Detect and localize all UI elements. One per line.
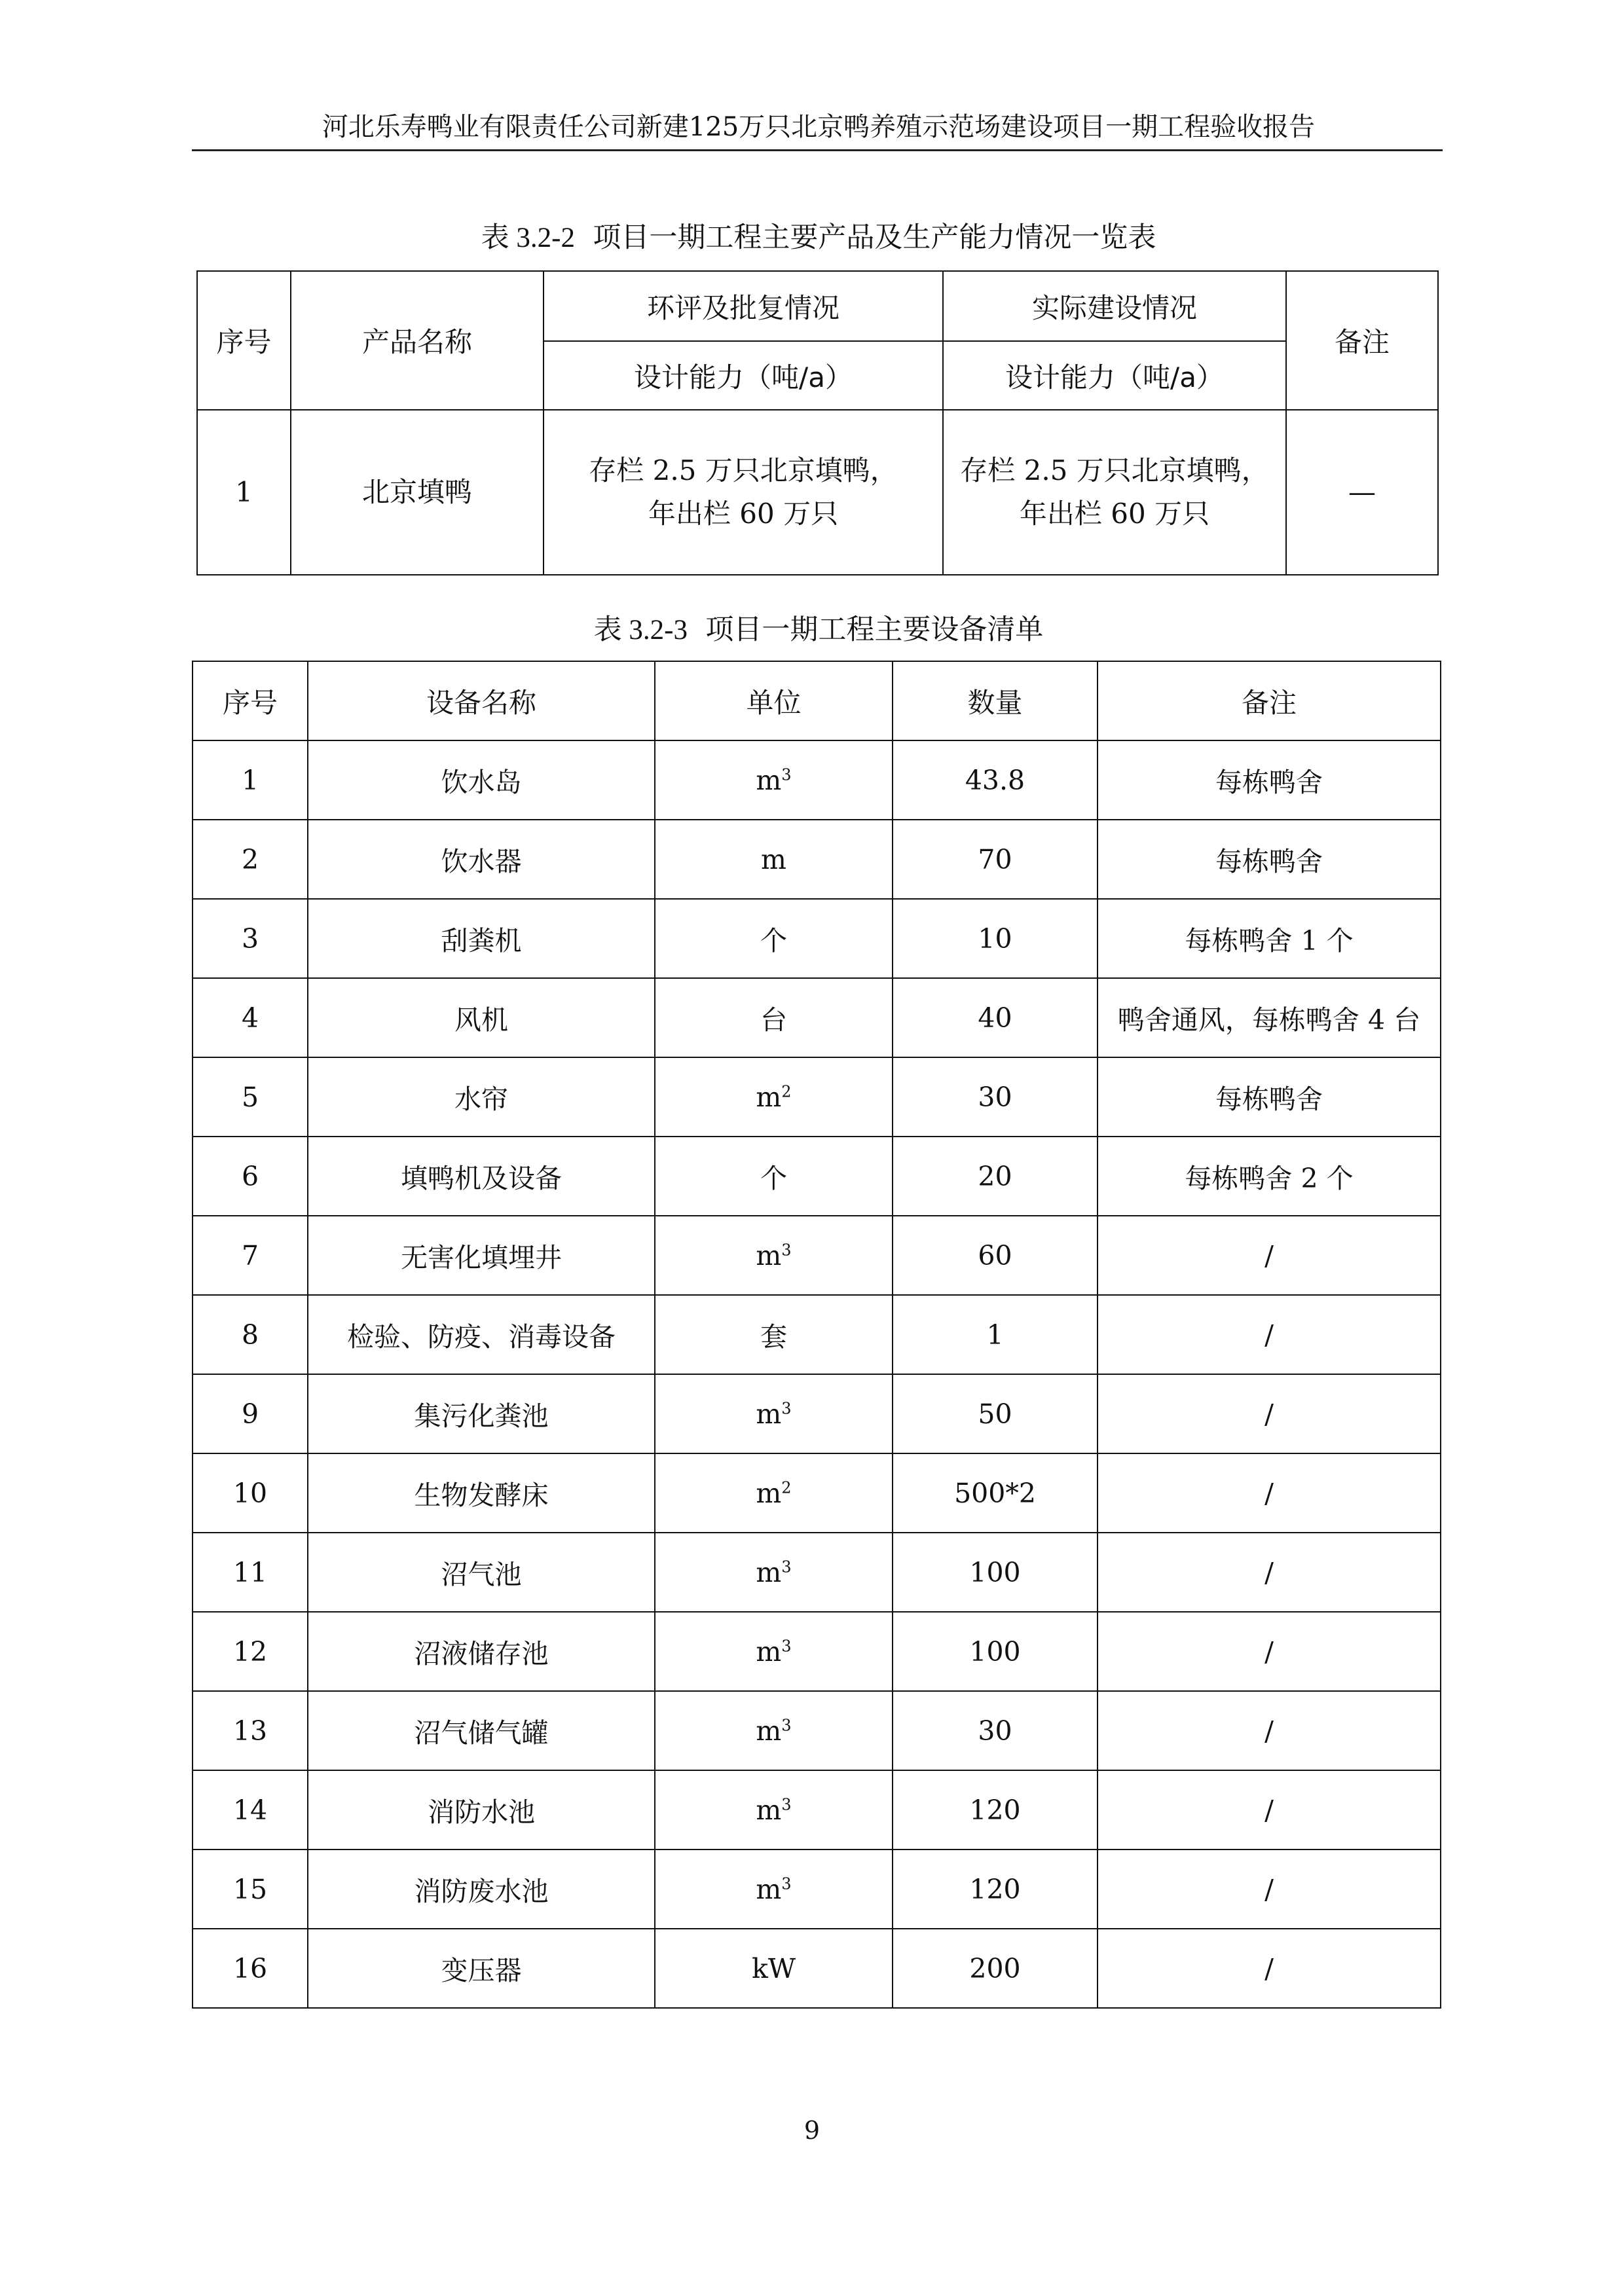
equipment-unit-text: m (756, 1873, 782, 1905)
equipment-unit-cell (655, 1216, 893, 1295)
equipment-unit-cell (655, 1137, 893, 1216)
equipment-unit-exponent: 3 (781, 1636, 792, 1655)
equipment-unit-text: m (756, 1715, 782, 1747)
equipment-remark-cell: 每栋鸭舍 1 个 (1098, 899, 1441, 978)
equipment-unit-exponent: 3 (781, 1557, 792, 1576)
table1-header-actual: 实际建设情况 (943, 271, 1286, 341)
equipment-name-cell: 沼气储气罐 (308, 1691, 655, 1770)
equipment-seq-cell: 2 (193, 820, 308, 899)
equipment-unit-cell (655, 1850, 893, 1929)
equipment-name-cell: 饮水岛 (308, 740, 655, 820)
equipment-unit-exponent: 3 (781, 765, 792, 784)
equipment-qty-cell: 50 (893, 1374, 1098, 1453)
equipment-unit-cell (655, 1770, 893, 1850)
equipment-unit-text: kW (752, 1952, 796, 1984)
page-number: 9 (803, 2116, 821, 2145)
table-row (193, 1137, 1441, 1216)
equipment-name-cell: 无害化填埋井 (308, 1216, 655, 1295)
table-row (193, 1374, 1441, 1453)
equipment-unit-text: m (756, 1398, 782, 1430)
equipment-remark-cell: / (1098, 1612, 1441, 1691)
equipment-qty-cell: 60 (893, 1216, 1098, 1295)
equipment-unit-cell (655, 1612, 893, 1691)
table-row (193, 978, 1441, 1057)
equipment-unit-cell (655, 1453, 893, 1533)
equipment-qty-cell: 100 (893, 1612, 1098, 1691)
equipment-seq-cell: 7 (193, 1216, 308, 1295)
equipment-seq-cell: 5 (193, 1057, 308, 1137)
table-row (193, 1691, 1441, 1770)
table1-header-eia: 环评及批复情况 (544, 271, 943, 341)
equipment-seq-cell: 1 (193, 740, 308, 820)
equipment-qty-cell: 10 (893, 899, 1098, 978)
equipment-name-cell: 刮粪机 (308, 899, 655, 978)
table1-subheader-actual: 设计能力（吨/a） (943, 341, 1286, 410)
page-header: 河北乐寿鸭业有限责任公司新建125万只北京鸭养殖示范场建设项目一期工程验收报告 (322, 112, 1316, 142)
equipment-seq-cell: 10 (193, 1453, 308, 1533)
equipment-seq-cell: 9 (193, 1374, 308, 1453)
table-row (193, 1057, 1441, 1137)
equipment-remark-cell: 每栋鸭舍 2 个 (1098, 1137, 1441, 1216)
equipment-unit-exponent: 3 (781, 1240, 792, 1259)
equipment-name-cell: 消防水池 (308, 1770, 655, 1850)
equipment-qty-cell: 30 (893, 1057, 1098, 1137)
equipment-remark-cell: / (1098, 1533, 1441, 1612)
equipment-remark-cell: 鸭舍通风，每栋鸭舍 4 台 (1098, 978, 1441, 1057)
equipment-seq-cell: 8 (193, 1295, 308, 1374)
table2-header-remark: 备注 (1098, 661, 1441, 740)
equipment-remark-cell: / (1098, 1770, 1441, 1850)
table1-caption (196, 219, 1441, 257)
equipment-unit-exponent: 3 (781, 1795, 792, 1813)
equipment-qty-cell: 43.8 (893, 740, 1098, 820)
table1-cell-actual-line1: 存栏 2.5 万只北京填鸭， (960, 454, 1269, 486)
equipment-unit-text: 套 (760, 1321, 787, 1353)
equipment-unit-text: m (756, 1239, 782, 1271)
equipment-remark-cell: / (1098, 1929, 1441, 2008)
equipment-seq-cell: 12 (193, 1612, 308, 1691)
table1-cell-product: 北京填鸭 (291, 410, 544, 575)
equipment-unit-text: 台 (760, 1004, 787, 1036)
table1-header-seq: 序号 (197, 271, 291, 410)
equipment-remark-cell: / (1098, 1850, 1441, 1929)
equipment-unit-cell (655, 978, 893, 1057)
equipment-table-body (193, 740, 1441, 2008)
equipment-qty-cell: 1 (893, 1295, 1098, 1374)
table-row (193, 1612, 1441, 1691)
equipment-name-cell: 风机 (308, 978, 655, 1057)
table-row (193, 1216, 1441, 1295)
equipment-name-cell: 生物发酵床 (308, 1453, 655, 1533)
equipment-unit-cell (655, 820, 893, 899)
equipment-unit-exponent: 3 (781, 1715, 792, 1734)
equipment-seq-cell: 3 (193, 899, 308, 978)
equipment-name-cell: 填鸭机及设备 (308, 1137, 655, 1216)
equipment-remark-cell: / (1098, 1295, 1441, 1374)
equipment-name-cell: 变压器 (308, 1929, 655, 2008)
equipment-unit-cell (655, 1929, 893, 2008)
equipment-name-cell: 消防废水池 (308, 1850, 655, 1929)
table2-header-name: 设备名称 (308, 661, 655, 740)
equipment-name-cell: 水帘 (308, 1057, 655, 1137)
equipment-qty-cell: 70 (893, 820, 1098, 899)
equipment-qty-cell: 200 (893, 1929, 1098, 2008)
table2-caption-title: 项目一期工程主要设备清单 (705, 613, 1044, 646)
table2-header-unit: 单位 (655, 661, 893, 740)
equipment-seq-cell: 15 (193, 1850, 308, 1929)
product-capacity-table (196, 270, 1439, 575)
table-row (193, 740, 1441, 820)
equipment-unit-text: m (756, 1794, 782, 1826)
table-row (193, 1850, 1441, 1929)
equipment-unit-cell (655, 899, 893, 978)
table1-cell-seq: 1 (197, 410, 291, 575)
table1-header-remark: 备注 (1286, 271, 1438, 410)
equipment-unit-cell (655, 1533, 893, 1612)
equipment-name-cell: 饮水器 (308, 820, 655, 899)
equipment-name-cell: 沼液储存池 (308, 1612, 655, 1691)
table2-header-qty: 数量 (893, 661, 1098, 740)
table-row (193, 1295, 1441, 1374)
equipment-unit-cell (655, 1691, 893, 1770)
table-row (197, 410, 1438, 575)
header-rule (192, 149, 1443, 151)
table1-cell-eia-line1: 存栏 2.5 万只北京填鸭， (589, 454, 898, 486)
equipment-unit-text: m (761, 843, 786, 875)
equipment-unit-text: m (756, 764, 782, 796)
equipment-seq-cell: 14 (193, 1770, 308, 1850)
table1-subheader-eia: 设计能力（吨/a） (544, 341, 943, 410)
table1-cell-eia (544, 410, 943, 575)
equipment-qty-cell: 120 (893, 1770, 1098, 1850)
equipment-table (192, 661, 1441, 2009)
table-row (193, 820, 1441, 899)
table2-caption (196, 611, 1441, 649)
equipment-unit-exponent: 3 (781, 1398, 792, 1417)
table1-cell-remark: — (1286, 410, 1438, 575)
table-row (193, 1929, 1441, 2008)
equipment-unit-cell (655, 1374, 893, 1453)
equipment-remark-cell: / (1098, 1453, 1441, 1533)
equipment-unit-exponent: 2 (781, 1082, 792, 1101)
equipment-unit-cell (655, 1057, 893, 1137)
equipment-qty-cell: 500*2 (893, 1453, 1098, 1533)
equipment-remark-cell: / (1098, 1216, 1441, 1295)
equipment-remark-cell: / (1098, 1374, 1441, 1453)
table2-caption-number: 表 3.2-3 (593, 615, 688, 646)
equipment-unit-text: m (756, 1635, 782, 1667)
equipment-unit-exponent: 2 (781, 1478, 792, 1497)
equipment-remark-cell: / (1098, 1691, 1441, 1770)
equipment-unit-cell (655, 740, 893, 820)
table1-header-product: 产品名称 (291, 271, 544, 410)
equipment-seq-cell: 11 (193, 1533, 308, 1612)
table-row (193, 1770, 1441, 1850)
table-row (193, 1453, 1441, 1533)
equipment-qty-cell: 120 (893, 1850, 1098, 1929)
equipment-qty-cell: 100 (893, 1533, 1098, 1612)
table1-caption-number: 表 3.2-2 (481, 223, 575, 253)
equipment-seq-cell: 13 (193, 1691, 308, 1770)
table-row (193, 899, 1441, 978)
equipment-unit-exponent: 3 (781, 1874, 792, 1893)
equipment-qty-cell: 20 (893, 1137, 1098, 1216)
table1-cell-actual-line2: 年出栏 60 万只 (1019, 498, 1210, 530)
equipment-seq-cell: 4 (193, 978, 308, 1057)
table2-header-seq: 序号 (193, 661, 308, 740)
equipment-unit-text: 个 (760, 925, 787, 957)
equipment-name-cell: 检验、防疫、消毒设备 (308, 1295, 655, 1374)
equipment-remark-cell: 每栋鸭舍 (1098, 1057, 1441, 1137)
equipment-remark-cell: 每栋鸭舍 (1098, 740, 1441, 820)
table1-cell-eia-line2: 年出栏 60 万只 (648, 498, 839, 530)
equipment-unit-text: m (756, 1556, 782, 1588)
table1-cell-actual (943, 410, 1286, 575)
equipment-name-cell: 沼气池 (308, 1533, 655, 1612)
equipment-unit-text: m (756, 1477, 782, 1509)
equipment-name-cell: 集污化粪池 (308, 1374, 655, 1453)
equipment-seq-cell: 6 (193, 1137, 308, 1216)
table1-caption-title: 项目一期工程主要产品及生产能力情况一览表 (593, 221, 1156, 254)
equipment-unit-cell (655, 1295, 893, 1374)
equipment-remark-cell: 每栋鸭舍 (1098, 820, 1441, 899)
equipment-qty-cell: 40 (893, 978, 1098, 1057)
table-row (193, 1533, 1441, 1612)
equipment-unit-text: 个 (760, 1163, 787, 1194)
equipment-unit-text: m (756, 1081, 782, 1113)
equipment-qty-cell: 30 (893, 1691, 1098, 1770)
equipment-seq-cell: 16 (193, 1929, 308, 2008)
